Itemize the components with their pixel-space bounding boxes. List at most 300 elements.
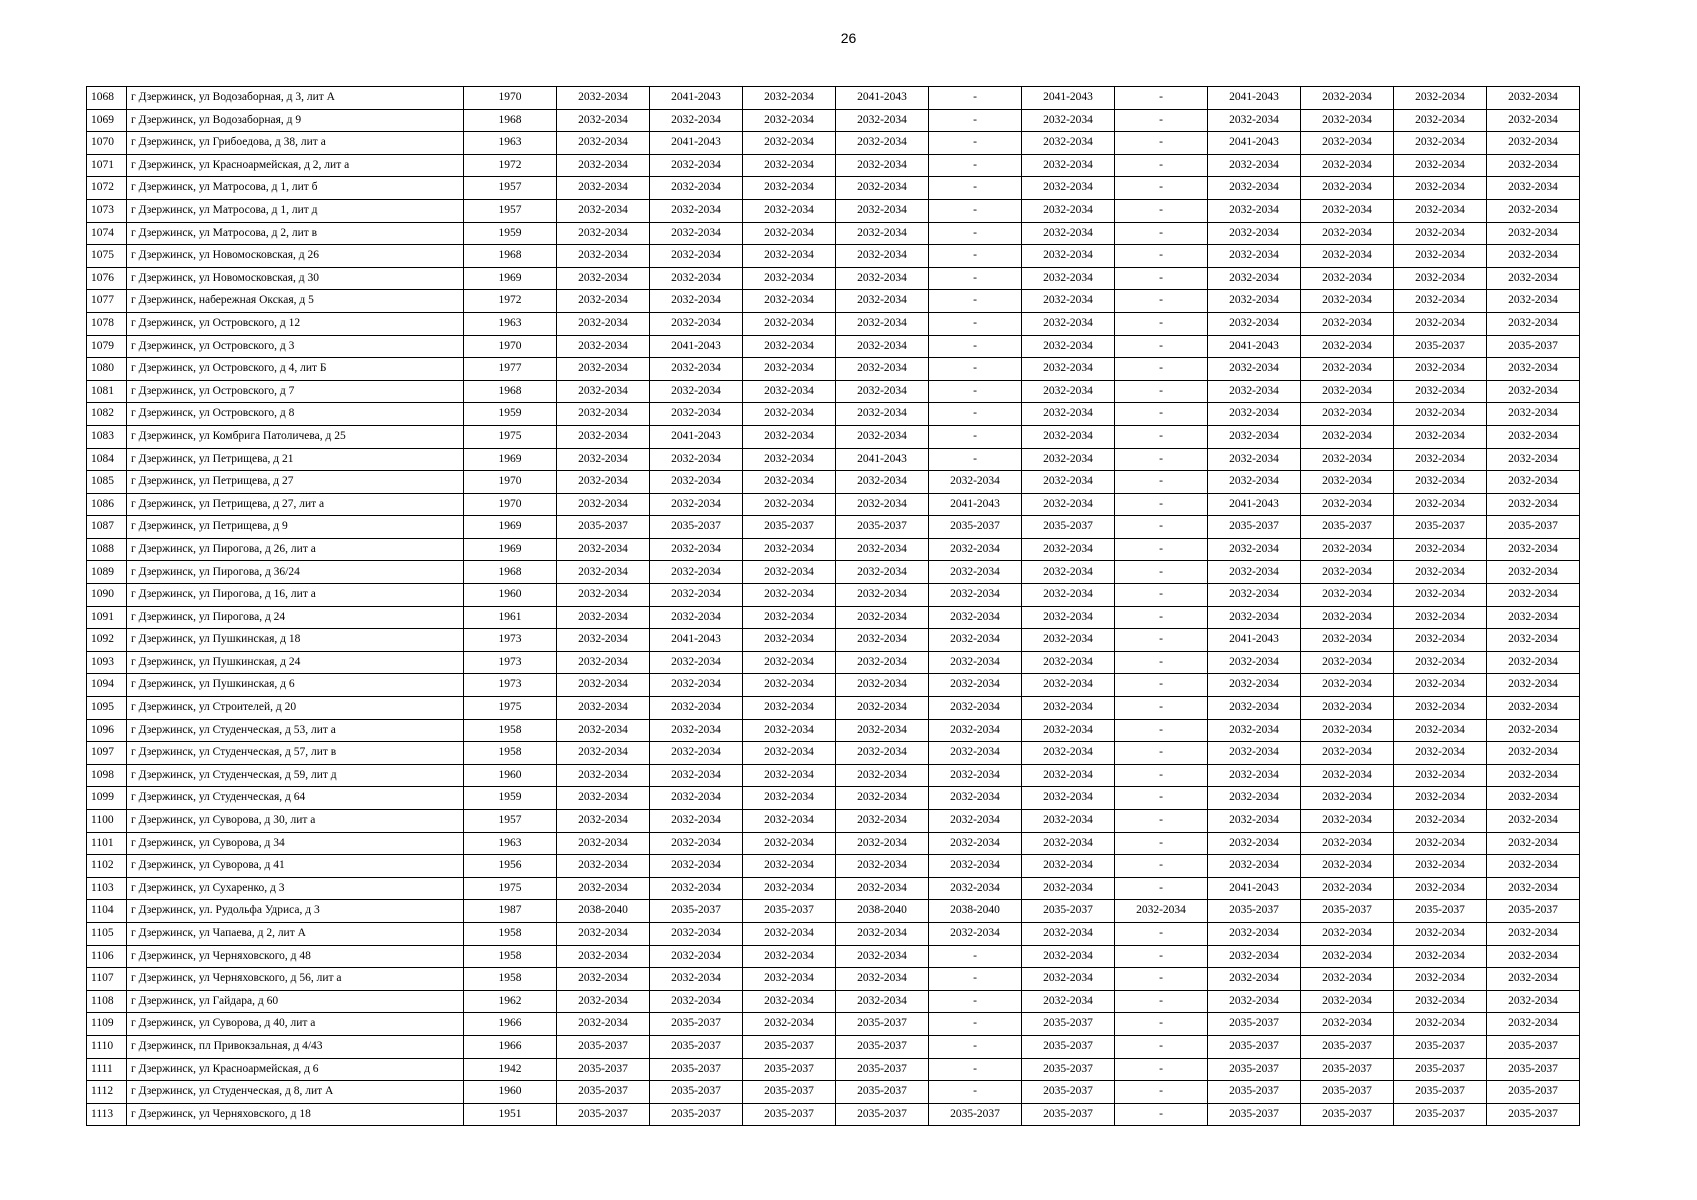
period-cell: 2032-2034 (1394, 719, 1487, 742)
period-cell: 2032-2034 (1022, 832, 1115, 855)
period-cell: 2032-2034 (929, 584, 1022, 607)
period-cell: 2032-2034 (1301, 177, 1394, 200)
period-cell: 2035-2037 (650, 1013, 743, 1036)
period-cell: 2032-2034 (1022, 945, 1115, 968)
period-cell: 2032-2034 (929, 922, 1022, 945)
address-cell: г Дзержинск, ул Студенческая, д 8, лит А (127, 1081, 464, 1104)
row-number-cell: 1088 (87, 538, 127, 561)
period-cell: 2032-2034 (1394, 199, 1487, 222)
period-cell: 2032-2034 (1208, 697, 1301, 720)
period-cell: - (1115, 335, 1208, 358)
period-cell: 2032-2034 (1394, 493, 1487, 516)
period-cell: - (929, 945, 1022, 968)
year-cell: 1970 (464, 493, 557, 516)
period-cell: 2032-2034 (929, 855, 1022, 878)
period-cell: 2035-2037 (743, 1103, 836, 1126)
period-cell: 2032-2034 (1394, 471, 1487, 494)
period-cell: 2032-2034 (1487, 832, 1580, 855)
address-cell: г Дзержинск, ул Сухаренко, д 3 (127, 877, 464, 900)
period-cell: 2035-2037 (1301, 900, 1394, 923)
period-cell: 2032-2034 (743, 855, 836, 878)
table-row (87, 358, 1580, 381)
period-cell: 2032-2034 (929, 651, 1022, 674)
period-cell: 2032-2034 (557, 177, 650, 200)
period-cell: 2032-2034 (836, 358, 929, 381)
period-cell: 2032-2034 (1022, 922, 1115, 945)
period-cell: 2035-2037 (650, 1103, 743, 1126)
period-cell: - (1115, 651, 1208, 674)
period-cell: 2035-2037 (1022, 1103, 1115, 1126)
period-cell: - (1115, 132, 1208, 155)
period-cell: 2032-2034 (1208, 719, 1301, 742)
period-cell: 2032-2034 (650, 380, 743, 403)
period-cell: - (1115, 1058, 1208, 1081)
period-cell: 2035-2037 (743, 900, 836, 923)
period-cell: 2032-2034 (557, 245, 650, 268)
period-cell: 2032-2034 (650, 697, 743, 720)
period-cell: 2032-2034 (836, 719, 929, 742)
period-cell: 2035-2037 (1022, 900, 1115, 923)
period-cell: 2032-2034 (929, 877, 1022, 900)
period-cell: 2032-2034 (1487, 561, 1580, 584)
period-cell: 2032-2034 (743, 945, 836, 968)
period-cell: 2032-2034 (1022, 606, 1115, 629)
year-cell: 1969 (464, 516, 557, 539)
table-row (87, 742, 1580, 765)
period-cell: 2035-2037 (650, 1035, 743, 1058)
period-cell: 2032-2034 (1394, 968, 1487, 991)
period-cell: 2032-2034 (743, 425, 836, 448)
address-cell: г Дзержинск, ул Пушкинская, д 6 (127, 674, 464, 697)
period-cell: 2032-2034 (1022, 719, 1115, 742)
period-cell: 2032-2034 (650, 968, 743, 991)
period-cell: 2041-2043 (1208, 132, 1301, 155)
period-cell: - (1115, 312, 1208, 335)
period-cell: - (1115, 177, 1208, 200)
page-number: 26 (840, 30, 857, 46)
period-cell: 2032-2034 (1394, 629, 1487, 652)
table-row (87, 493, 1580, 516)
period-cell: 2032-2034 (1487, 742, 1580, 765)
row-number-cell: 1091 (87, 606, 127, 629)
period-cell: 2032-2034 (1208, 606, 1301, 629)
period-cell: 2041-2043 (650, 335, 743, 358)
period-cell: - (1115, 674, 1208, 697)
period-cell: 2032-2034 (650, 222, 743, 245)
row-number-cell: 1089 (87, 561, 127, 584)
period-cell: 2032-2034 (1022, 222, 1115, 245)
period-cell: 2032-2034 (743, 697, 836, 720)
row-number-cell: 1110 (87, 1035, 127, 1058)
period-cell: 2032-2034 (743, 787, 836, 810)
year-cell: 1972 (464, 154, 557, 177)
period-cell: 2032-2034 (743, 290, 836, 313)
table-row (87, 877, 1580, 900)
period-cell: 2032-2034 (743, 403, 836, 426)
period-cell: 2032-2034 (929, 832, 1022, 855)
period-cell: 2032-2034 (1022, 403, 1115, 426)
period-cell: 2032-2034 (1487, 674, 1580, 697)
period-cell: 2032-2034 (1394, 358, 1487, 381)
period-cell: 2032-2034 (743, 606, 836, 629)
period-cell: 2032-2034 (1487, 109, 1580, 132)
period-cell: 2032-2034 (1301, 855, 1394, 878)
period-cell: 2032-2034 (836, 245, 929, 268)
year-cell: 1962 (464, 990, 557, 1013)
row-number-cell: 1098 (87, 764, 127, 787)
address-cell: г Дзержинск, ул Комбрига Патоличева, д 25 (127, 425, 464, 448)
period-cell: 2041-2043 (650, 87, 743, 110)
period-cell: 2032-2034 (557, 267, 650, 290)
period-cell: 2032-2034 (557, 199, 650, 222)
address-cell: г Дзержинск, ул Черняховского, д 18 (127, 1103, 464, 1126)
row-number-cell: 1071 (87, 154, 127, 177)
table-row (87, 810, 1580, 833)
row-number-cell: 1075 (87, 245, 127, 268)
period-cell: 2032-2034 (1301, 335, 1394, 358)
period-cell: 2032-2034 (836, 471, 929, 494)
period-cell: 2032-2034 (743, 651, 836, 674)
row-number-cell: 1079 (87, 335, 127, 358)
period-cell: 2035-2037 (1394, 335, 1487, 358)
address-cell: г Дзержинск, ул Петрищева, д 21 (127, 448, 464, 471)
period-cell: 2032-2034 (929, 764, 1022, 787)
period-cell: 2032-2034 (1208, 764, 1301, 787)
period-cell: 2032-2034 (743, 177, 836, 200)
housing-repair-schedule-table (86, 86, 1580, 1126)
period-cell: 2032-2034 (1394, 697, 1487, 720)
period-cell: 2032-2034 (1208, 290, 1301, 313)
period-cell: - (1115, 245, 1208, 268)
period-cell: 2032-2034 (929, 719, 1022, 742)
period-cell: 2032-2034 (1208, 990, 1301, 1013)
period-cell: 2032-2034 (1022, 855, 1115, 878)
period-cell: 2032-2034 (929, 810, 1022, 833)
period-cell: 2032-2034 (1022, 380, 1115, 403)
period-cell: 2032-2034 (1487, 448, 1580, 471)
address-cell: г Дзержинск, ул Водозаборная, д 9 (127, 109, 464, 132)
period-cell: 2032-2034 (1208, 651, 1301, 674)
address-cell: г Дзержинск, ул Пирогова, д 24 (127, 606, 464, 629)
address-cell: г Дзержинск, ул Грибоедова, д 38, лит а (127, 132, 464, 155)
period-cell: 2035-2037 (1487, 1035, 1580, 1058)
period-cell: 2032-2034 (836, 832, 929, 855)
year-cell: 1970 (464, 335, 557, 358)
row-number-cell: 1100 (87, 810, 127, 833)
year-cell: 1951 (464, 1103, 557, 1126)
period-cell: 2032-2034 (1022, 697, 1115, 720)
period-cell: - (929, 403, 1022, 426)
period-cell: 2032-2034 (1022, 358, 1115, 381)
period-cell: - (1115, 810, 1208, 833)
period-cell: 2035-2037 (929, 1103, 1022, 1126)
period-cell: - (1115, 1013, 1208, 1036)
period-cell: 2032-2034 (557, 719, 650, 742)
period-cell: - (929, 1035, 1022, 1058)
period-cell: 2032-2034 (743, 199, 836, 222)
period-cell: 2032-2034 (836, 584, 929, 607)
year-cell: 1960 (464, 584, 557, 607)
address-cell: г Дзержинск, ул Матросова, д 2, лит в (127, 222, 464, 245)
address-cell: г Дзержинск, набережная Окская, д 5 (127, 290, 464, 313)
table-row (87, 1013, 1580, 1036)
table-row (87, 471, 1580, 494)
year-cell: 1966 (464, 1035, 557, 1058)
period-cell: 2035-2037 (1022, 1013, 1115, 1036)
period-cell: 2035-2037 (836, 1081, 929, 1104)
period-cell: 2035-2037 (650, 1081, 743, 1104)
address-cell: г Дзержинск, ул. Рудольфа Удриса, д 3 (127, 900, 464, 923)
row-number-cell: 1109 (87, 1013, 127, 1036)
period-cell: 2032-2034 (650, 584, 743, 607)
period-cell: 2032-2034 (1487, 651, 1580, 674)
year-cell: 1975 (464, 697, 557, 720)
period-cell: 2032-2034 (557, 335, 650, 358)
period-cell: 2032-2034 (836, 222, 929, 245)
period-cell: 2032-2034 (743, 312, 836, 335)
period-cell: 2032-2034 (836, 922, 929, 945)
period-cell: 2032-2034 (929, 606, 1022, 629)
table-row (87, 697, 1580, 720)
period-cell: - (1115, 719, 1208, 742)
period-cell: 2041-2043 (836, 87, 929, 110)
period-cell: 2032-2034 (557, 810, 650, 833)
period-cell: 2032-2034 (1301, 968, 1394, 991)
period-cell: 2032-2034 (836, 199, 929, 222)
period-cell: 2032-2034 (557, 358, 650, 381)
period-cell: 2032-2034 (836, 742, 929, 765)
period-cell: 2035-2037 (1022, 1035, 1115, 1058)
period-cell: - (1115, 1103, 1208, 1126)
period-cell: 2038-2040 (557, 900, 650, 923)
table-row (87, 199, 1580, 222)
period-cell: 2035-2037 (1487, 1103, 1580, 1126)
table-row (87, 832, 1580, 855)
period-cell: 2032-2034 (1487, 222, 1580, 245)
year-cell: 1969 (464, 267, 557, 290)
period-cell: 2035-2037 (1487, 1081, 1580, 1104)
address-cell: г Дзержинск, ул Новомосковская, д 30 (127, 267, 464, 290)
period-cell: 2035-2037 (1394, 1035, 1487, 1058)
period-cell: 2032-2034 (1208, 584, 1301, 607)
period-cell: - (1115, 990, 1208, 1013)
period-cell: 2032-2034 (1022, 245, 1115, 268)
period-cell: 2032-2034 (1301, 832, 1394, 855)
table-row (87, 900, 1580, 923)
period-cell: 2032-2034 (1301, 493, 1394, 516)
period-cell: 2035-2037 (1208, 1103, 1301, 1126)
row-number-cell: 1092 (87, 629, 127, 652)
period-cell: 2032-2034 (1394, 764, 1487, 787)
period-cell: 2035-2037 (836, 1103, 929, 1126)
period-cell: 2032-2034 (1487, 968, 1580, 991)
address-cell: г Дзержинск, ул Петрищева, д 27, лит а (127, 493, 464, 516)
period-cell: - (929, 1081, 1022, 1104)
period-cell: 2032-2034 (743, 584, 836, 607)
period-cell: - (1115, 764, 1208, 787)
period-cell: 2035-2037 (557, 1103, 650, 1126)
row-number-cell: 1086 (87, 493, 127, 516)
period-cell: 2038-2040 (836, 900, 929, 923)
period-cell: 2032-2034 (557, 471, 650, 494)
period-cell: 2032-2034 (650, 448, 743, 471)
period-cell: - (1115, 87, 1208, 110)
period-cell: 2032-2034 (743, 990, 836, 1013)
table-row (87, 719, 1580, 742)
period-cell: 2032-2034 (1301, 697, 1394, 720)
period-cell: 2032-2034 (1022, 764, 1115, 787)
period-cell: 2032-2034 (1394, 742, 1487, 765)
period-cell: 2035-2037 (650, 516, 743, 539)
period-cell: 2032-2034 (929, 674, 1022, 697)
period-cell: 2032-2034 (650, 561, 743, 584)
period-cell: 2032-2034 (1208, 358, 1301, 381)
period-cell: 2032-2034 (1022, 199, 1115, 222)
period-cell: 2032-2034 (1301, 584, 1394, 607)
period-cell: 2032-2034 (1394, 810, 1487, 833)
year-cell: 1958 (464, 742, 557, 765)
period-cell: 2035-2037 (1208, 516, 1301, 539)
row-number-cell: 1096 (87, 719, 127, 742)
period-cell: 2032-2034 (1208, 177, 1301, 200)
period-cell: 2032-2034 (1394, 561, 1487, 584)
year-cell: 1973 (464, 674, 557, 697)
period-cell: - (1115, 516, 1208, 539)
period-cell: 2032-2034 (1394, 177, 1487, 200)
period-cell: 2032-2034 (1301, 922, 1394, 945)
period-cell: 2032-2034 (1301, 561, 1394, 584)
period-cell: 2032-2034 (1487, 403, 1580, 426)
period-cell: 2035-2037 (836, 516, 929, 539)
period-cell: 2032-2034 (650, 810, 743, 833)
address-cell: г Дзержинск, ул Матросова, д 1, лит б (127, 177, 464, 200)
period-cell: 2035-2037 (1487, 900, 1580, 923)
address-cell: г Дзержинск, ул Черняховского, д 56, лит а (127, 968, 464, 991)
period-cell: 2032-2034 (836, 561, 929, 584)
period-cell: 2032-2034 (1208, 787, 1301, 810)
period-cell: 2032-2034 (557, 290, 650, 313)
row-number-cell: 1103 (87, 877, 127, 900)
table-row (87, 968, 1580, 991)
table-row (87, 855, 1580, 878)
period-cell: 2032-2034 (557, 674, 650, 697)
period-cell: - (1115, 787, 1208, 810)
table-row (87, 606, 1580, 629)
period-cell: 2032-2034 (743, 629, 836, 652)
period-cell: 2032-2034 (1301, 787, 1394, 810)
table-row (87, 380, 1580, 403)
table-row (87, 132, 1580, 155)
period-cell: 2035-2037 (557, 1035, 650, 1058)
period-cell: 2032-2034 (1301, 606, 1394, 629)
period-cell: 2032-2034 (557, 403, 650, 426)
period-cell: 2032-2034 (836, 968, 929, 991)
period-cell: 2032-2034 (1022, 312, 1115, 335)
year-cell: 1963 (464, 132, 557, 155)
period-cell: 2032-2034 (743, 742, 836, 765)
year-cell: 1973 (464, 651, 557, 674)
period-cell: 2032-2034 (1301, 199, 1394, 222)
address-cell: г Дзержинск, пл Привокзальная, д 4/43 (127, 1035, 464, 1058)
period-cell: 2032-2034 (743, 448, 836, 471)
period-cell: 2032-2034 (650, 109, 743, 132)
row-number-cell: 1068 (87, 87, 127, 110)
period-cell: 2032-2034 (836, 606, 929, 629)
period-cell: 2035-2037 (1208, 1081, 1301, 1104)
period-cell: 2032-2034 (557, 109, 650, 132)
period-cell: 2032-2034 (557, 877, 650, 900)
address-cell: г Дзержинск, ул Чапаева, д 2, лит А (127, 922, 464, 945)
period-cell: 2032-2034 (650, 855, 743, 878)
period-cell: 2032-2034 (1487, 471, 1580, 494)
period-cell: 2032-2034 (1208, 109, 1301, 132)
period-cell: 2032-2034 (743, 832, 836, 855)
period-cell: - (929, 335, 1022, 358)
period-cell: 2032-2034 (557, 606, 650, 629)
period-cell: 2032-2034 (1022, 448, 1115, 471)
period-cell: - (1115, 199, 1208, 222)
period-cell: 2032-2034 (650, 606, 743, 629)
year-cell: 1960 (464, 764, 557, 787)
period-cell: 2032-2034 (650, 245, 743, 268)
address-cell: г Дзержинск, ул Островского, д 4, лит Б (127, 358, 464, 381)
row-number-cell: 1073 (87, 199, 127, 222)
period-cell: 2032-2034 (836, 380, 929, 403)
period-cell: - (929, 1013, 1022, 1036)
period-cell: 2032-2034 (1115, 900, 1208, 923)
row-number-cell: 1087 (87, 516, 127, 539)
period-cell: 2035-2037 (743, 1035, 836, 1058)
period-cell: 2032-2034 (1487, 606, 1580, 629)
period-cell: 2032-2034 (743, 109, 836, 132)
period-cell: 2041-2043 (836, 448, 929, 471)
period-cell: 2032-2034 (557, 764, 650, 787)
period-cell: 2032-2034 (743, 538, 836, 561)
period-cell: 2035-2037 (1394, 1058, 1487, 1081)
table-row (87, 312, 1580, 335)
address-cell: г Дзержинск, ул Пушкинская, д 18 (127, 629, 464, 652)
period-cell: 2032-2034 (1301, 87, 1394, 110)
year-cell: 1958 (464, 922, 557, 945)
period-cell: 2032-2034 (1394, 290, 1487, 313)
period-cell: 2032-2034 (1301, 267, 1394, 290)
year-cell: 1959 (464, 222, 557, 245)
year-cell: 1957 (464, 177, 557, 200)
period-cell: - (929, 425, 1022, 448)
period-cell: 2032-2034 (1487, 990, 1580, 1013)
period-cell: 2032-2034 (557, 425, 650, 448)
row-number-cell: 1090 (87, 584, 127, 607)
period-cell: 2032-2034 (1301, 312, 1394, 335)
period-cell: 2032-2034 (1487, 810, 1580, 833)
address-cell: г Дзержинск, ул Студенческая, д 57, лит в (127, 742, 464, 765)
period-cell: 2035-2037 (1301, 1058, 1394, 1081)
year-cell: 1968 (464, 561, 557, 584)
period-cell: 2032-2034 (1022, 810, 1115, 833)
period-cell: 2032-2034 (557, 584, 650, 607)
period-cell: 2035-2037 (836, 1035, 929, 1058)
period-cell: 2035-2037 (1301, 516, 1394, 539)
period-cell: 2032-2034 (557, 380, 650, 403)
period-cell: 2032-2034 (1022, 335, 1115, 358)
year-cell: 1963 (464, 832, 557, 855)
period-cell: 2032-2034 (1487, 380, 1580, 403)
period-cell: 2032-2034 (557, 312, 650, 335)
period-cell: 2032-2034 (1022, 561, 1115, 584)
period-cell: 2035-2037 (557, 1081, 650, 1104)
row-number-cell: 1097 (87, 742, 127, 765)
period-cell: - (1115, 358, 1208, 381)
